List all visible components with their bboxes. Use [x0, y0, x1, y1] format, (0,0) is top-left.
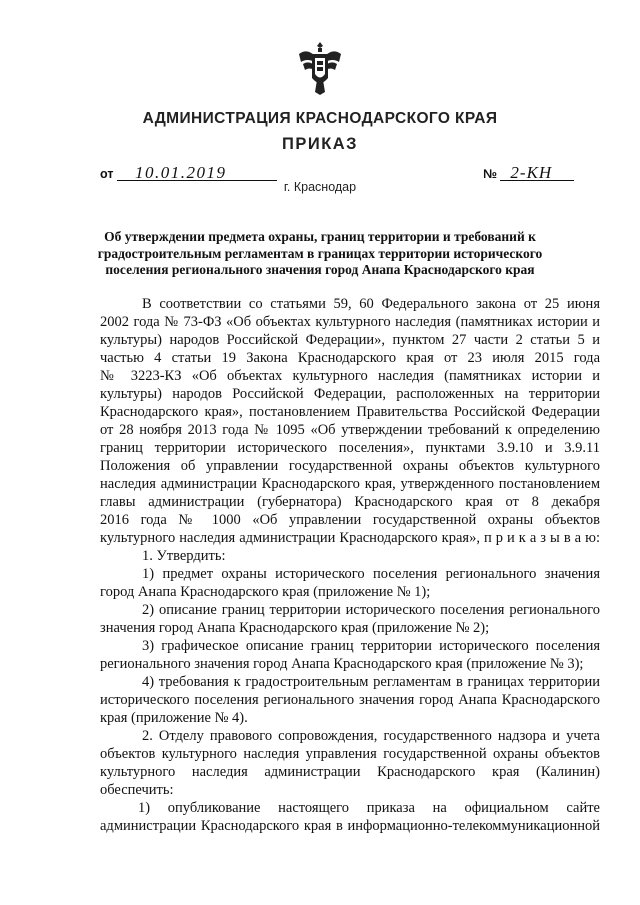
- body-line: культуры) народов Российской Федерации, расположенных на территории: [100, 386, 600, 402]
- body-line: края (приложение № 4).: [100, 710, 248, 726]
- order-title-line: поселения регионального значения город Анапа Краснодарского края: [105, 262, 535, 277]
- order-number-value: 2-КН: [500, 165, 574, 181]
- body-line: главы администрации (губернатора) Краснодарского края от 8 декабря: [100, 494, 600, 510]
- body-line: от 28 ноября 2013 года № 1095 «Об утверждении требований к определению: [100, 422, 600, 438]
- order-number-field: [483, 165, 574, 181]
- body-line: культурного наследия администрации Краснодарского края», п р и к а з ы в а ю:: [100, 530, 600, 546]
- body-line: культурного наследия администрации Краснодарского края (Калинин): [100, 764, 600, 780]
- body-line: обеспечить:: [100, 782, 174, 798]
- body-line: 1) предмет охраны исторического поселения регионального значения: [142, 566, 600, 582]
- body-line: № 3223-КЗ «Об объектах культурного наследия (памятниках истории и: [100, 368, 600, 384]
- issue-city: г. Краснодар: [283, 180, 357, 194]
- body-line: 4) требования к градостроительным регламентам в границах территории: [142, 674, 600, 690]
- body-line: регионального значения город Анапа Краснодарского края (приложение № 3);: [100, 656, 584, 672]
- body-line: значения город Анапа Краснодарского края (приложение № 2);: [100, 620, 490, 636]
- order-title-line: Об утверждении предмета охраны, границ территории и требований к: [104, 229, 536, 244]
- body-line: исторического поселения регионального значения город Анапа Краснодарского: [100, 692, 600, 708]
- body-line: частью 4 статьи 19 Закона Краснодарского края от 23 июля 2015 года: [100, 350, 600, 366]
- number-prefix: №: [483, 167, 497, 181]
- body-line: наследия администрации Краснодарского края, утвержденного постановлением: [100, 476, 600, 492]
- body-line: 2002 года № 73-ФЗ «Об объектах культурного наследия (памятниках истории и: [100, 314, 600, 330]
- body-line: Краснодарского края», постановлением Правительства Российской Федерации: [100, 404, 600, 420]
- body-line: 2) описание границ территории исторического поселения регионального: [142, 602, 600, 618]
- order-date-field: [100, 165, 277, 181]
- body-line: 1) опубликование настоящего приказа на официальном сайте: [138, 800, 600, 816]
- body-line: культуры) народов Российской Федерации», пунктом 27 части 2 статьи 5 и: [100, 332, 600, 348]
- body-line: В соответствии со статьями 59, 60 Федерального закона от 25 июня: [142, 296, 600, 312]
- body-line: 3) графическое описание границ территории исторического поселения: [142, 638, 600, 654]
- order-date-value: 10.01.2019: [117, 165, 277, 181]
- coat-of-arms-icon: [297, 40, 343, 96]
- organization-name: АДМИНИСТРАЦИЯ КРАСНОДАРСКОГО КРАЯ: [142, 110, 498, 127]
- body-line: объектов культурного наследия управления государственной охраны объектов: [100, 746, 600, 762]
- body-line: администрации Краснодарского края в информационно-телекоммуникационной: [100, 818, 600, 834]
- body-line: 1. Утвердить:: [142, 548, 226, 564]
- body-line: границ территории исторического поселения», пунктами 3.9.10 и 3.9.11: [100, 440, 600, 456]
- body-line: 2016 года № 1000 «Об управлении государственной охраны объектов: [100, 512, 600, 528]
- document-type-title: ПРИКАЗ: [281, 135, 359, 153]
- body-line: 2. Отделу правового сопровождения, государственного надзора и учета: [142, 728, 600, 744]
- order-title-line: градостроительным регламентам в границах территории исторического: [97, 246, 543, 261]
- body-line: Положения об управлении государственной охраны объектов культурного: [100, 458, 600, 474]
- body-line: город Анапа Краснодарского края (приложение № 1);: [100, 584, 431, 600]
- date-prefix: от: [100, 167, 114, 181]
